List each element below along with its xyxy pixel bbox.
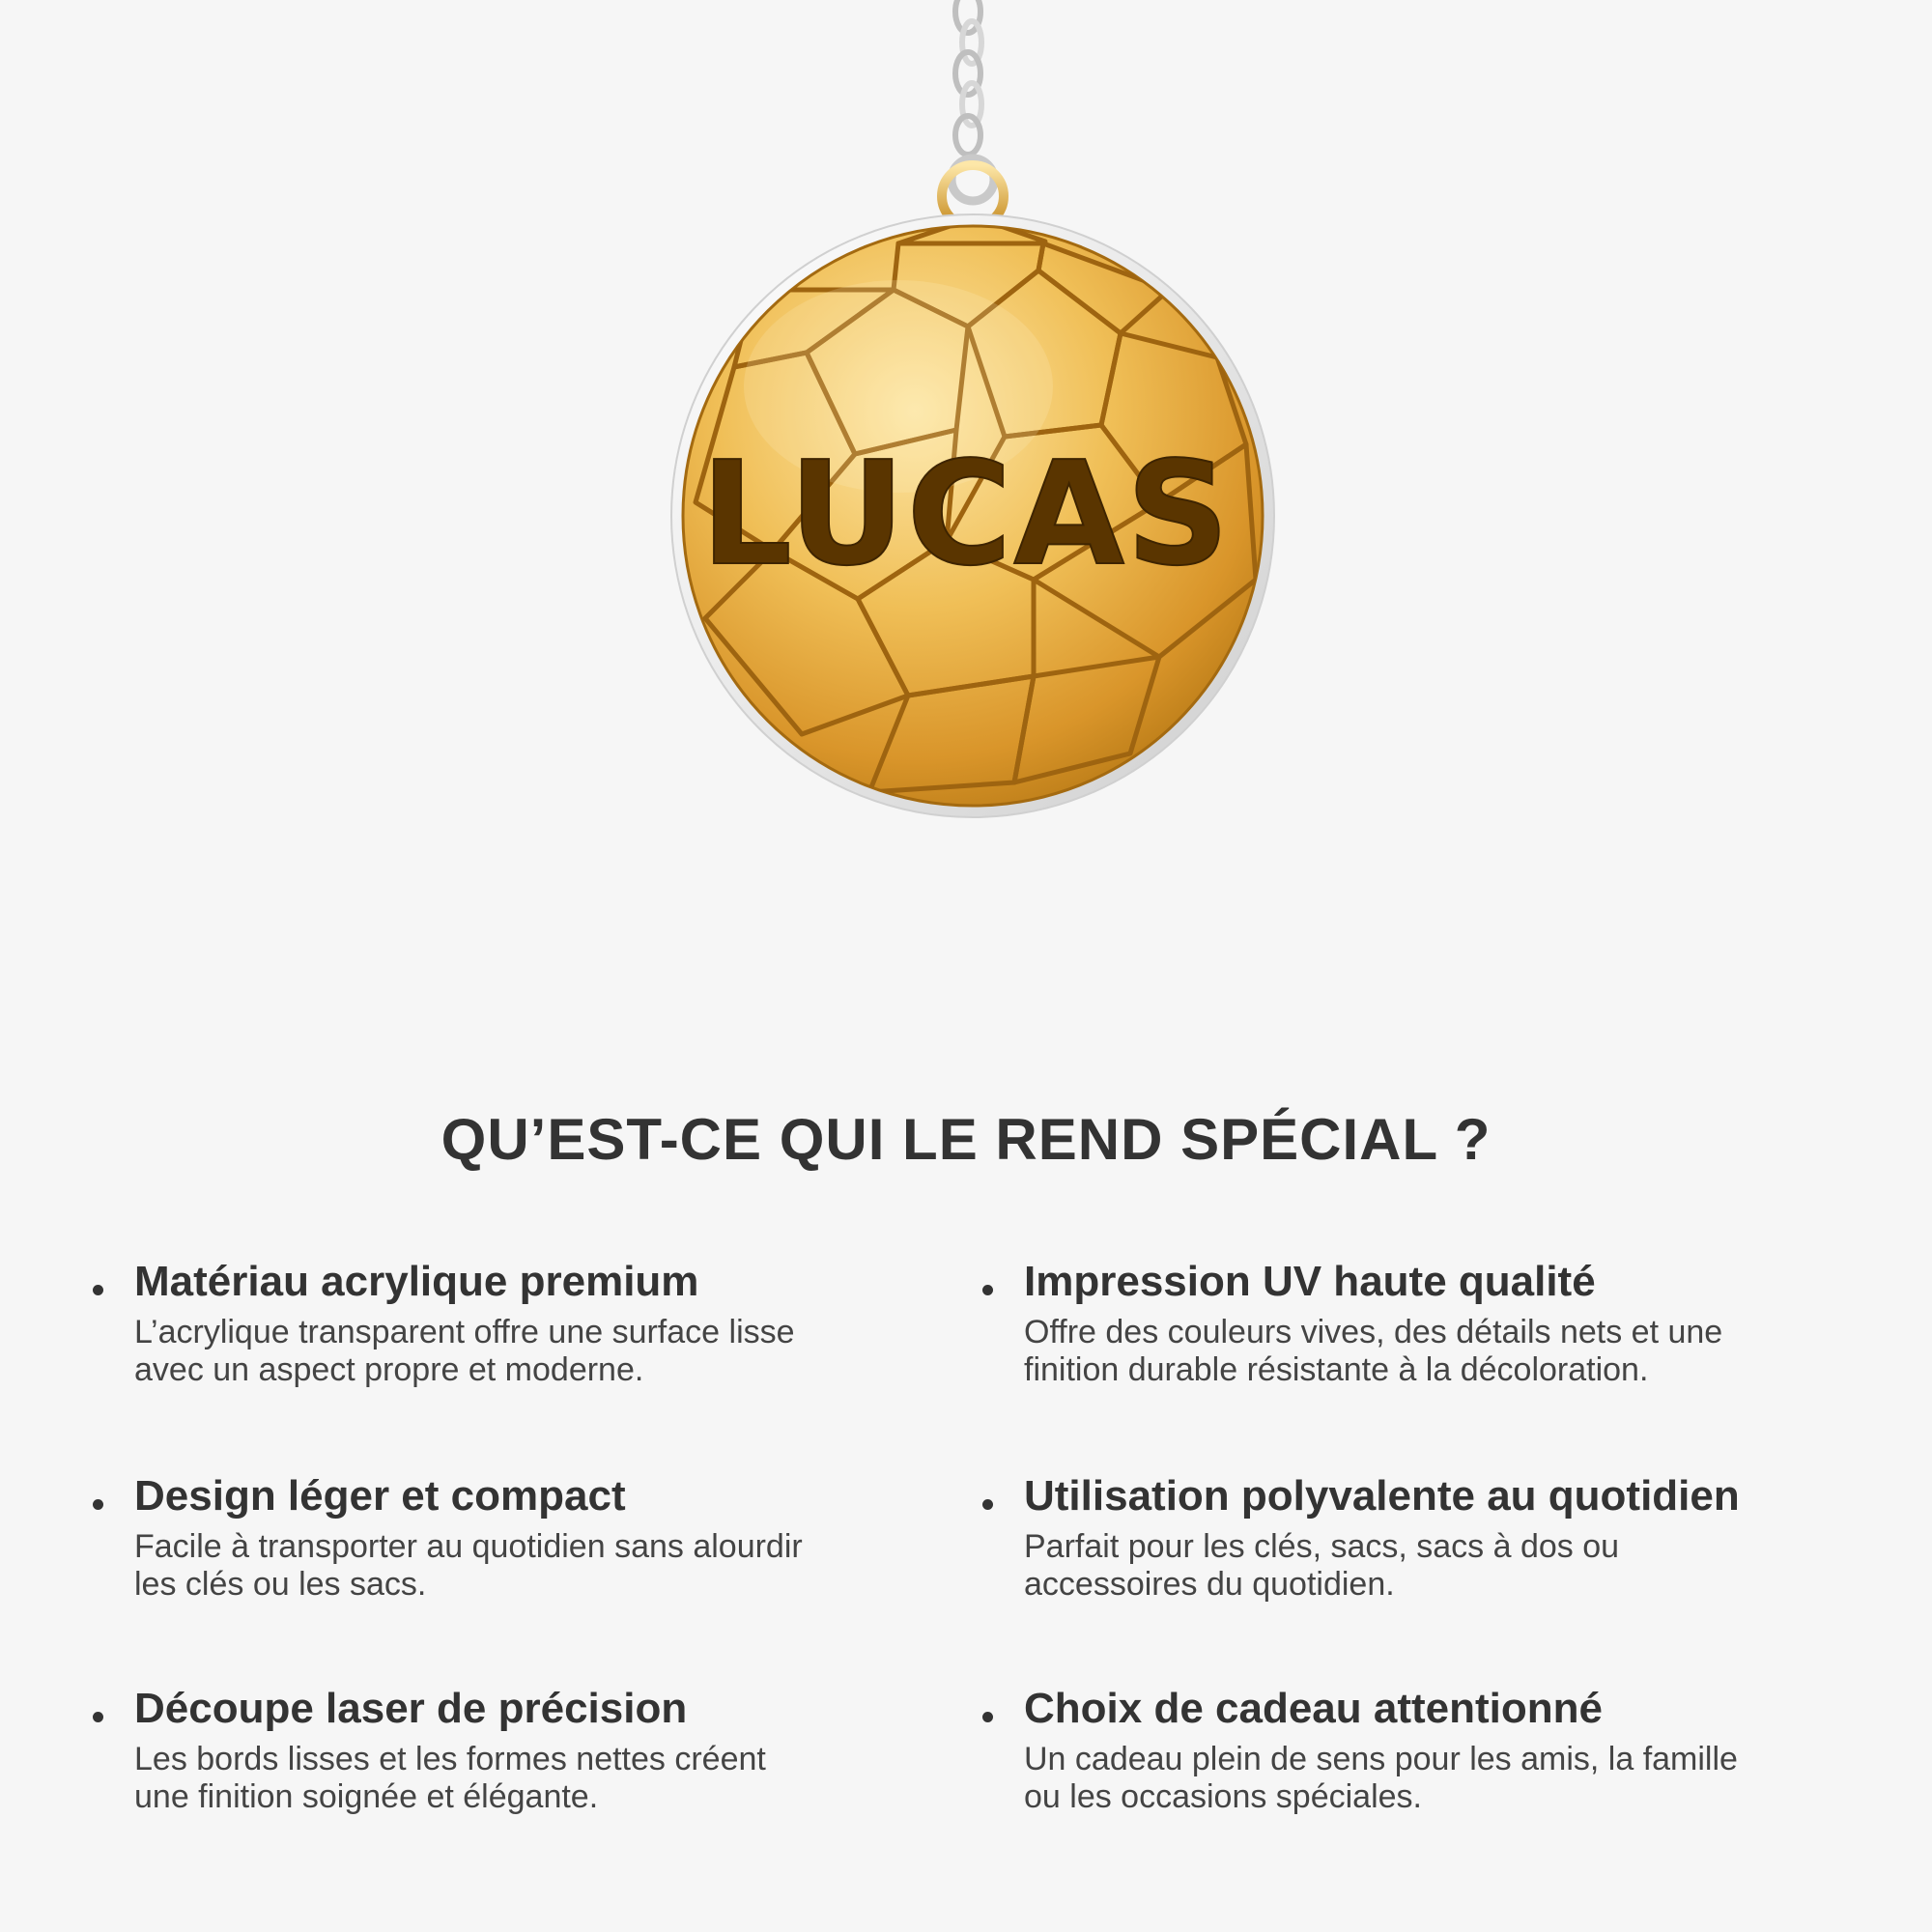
bullet-icon xyxy=(982,1285,993,1295)
feature-title: Matériau acrylique premium xyxy=(134,1258,699,1305)
feature-item xyxy=(1024,1470,1855,1604)
bullet-icon xyxy=(93,1285,103,1295)
feature-item xyxy=(134,1683,965,1816)
feature-title: Choix de cadeau attentionné xyxy=(1024,1685,1603,1732)
feature-description xyxy=(134,1314,965,1389)
feature-desc-line: L’acrylique transparent offre une surface lisse xyxy=(134,1314,795,1350)
feature-item xyxy=(134,1256,965,1389)
product-image xyxy=(0,0,1932,850)
feature-desc-line: les clés ou les sacs. xyxy=(134,1566,427,1603)
bullet-icon xyxy=(93,1712,103,1722)
feature-desc-line: ou les occasions spéciales. xyxy=(1024,1778,1423,1815)
feature-description xyxy=(1024,1314,1855,1389)
feature-item xyxy=(134,1470,965,1604)
feature-desc-line: Les bords lisses et les formes nettes créent xyxy=(134,1741,766,1777)
feature-description xyxy=(134,1528,965,1604)
feature-item xyxy=(1024,1683,1855,1816)
feature-title: Design léger et compact xyxy=(134,1472,626,1520)
feature-desc-line: Facile à transporter au quotidien sans alourdir xyxy=(134,1528,803,1565)
feature-title: Impression UV haute qualité xyxy=(1024,1258,1596,1305)
feature-desc-line: Un cadeau plein de sens pour les amis, la famille xyxy=(1024,1741,1738,1777)
feature-desc-line: une finition soignée et élégante. xyxy=(134,1778,599,1815)
chain xyxy=(955,0,981,155)
feature-description xyxy=(134,1741,965,1816)
engraved-name: LUCAS xyxy=(700,431,1232,597)
feature-description xyxy=(1024,1741,1855,1816)
feature-desc-line: Parfait pour les clés, sacs, sacs à dos ou xyxy=(1024,1528,1620,1565)
feature-desc-line: avec un aspect propre et moderne. xyxy=(134,1351,644,1388)
feature-description xyxy=(1024,1528,1855,1604)
feature-desc-line: finition durable résistante à la décoloration. xyxy=(1024,1351,1649,1388)
bullet-icon xyxy=(93,1499,103,1510)
section-heading: QU’EST-CE QUI LE REND SPÉCIAL ? xyxy=(440,1107,1492,1172)
feature-item xyxy=(1024,1256,1855,1389)
feature-title: Découpe laser de précision xyxy=(134,1685,688,1732)
bullet-icon xyxy=(982,1499,993,1510)
bullet-icon xyxy=(982,1712,993,1722)
feature-desc-line: accessoires du quotidien. xyxy=(1024,1566,1395,1603)
keychain-illustration xyxy=(0,0,1932,850)
feature-title: Utilisation polyvalente au quotidien xyxy=(1024,1472,1740,1520)
feature-desc-line: Offre des couleurs vives, des détails nets et une xyxy=(1024,1314,1723,1350)
